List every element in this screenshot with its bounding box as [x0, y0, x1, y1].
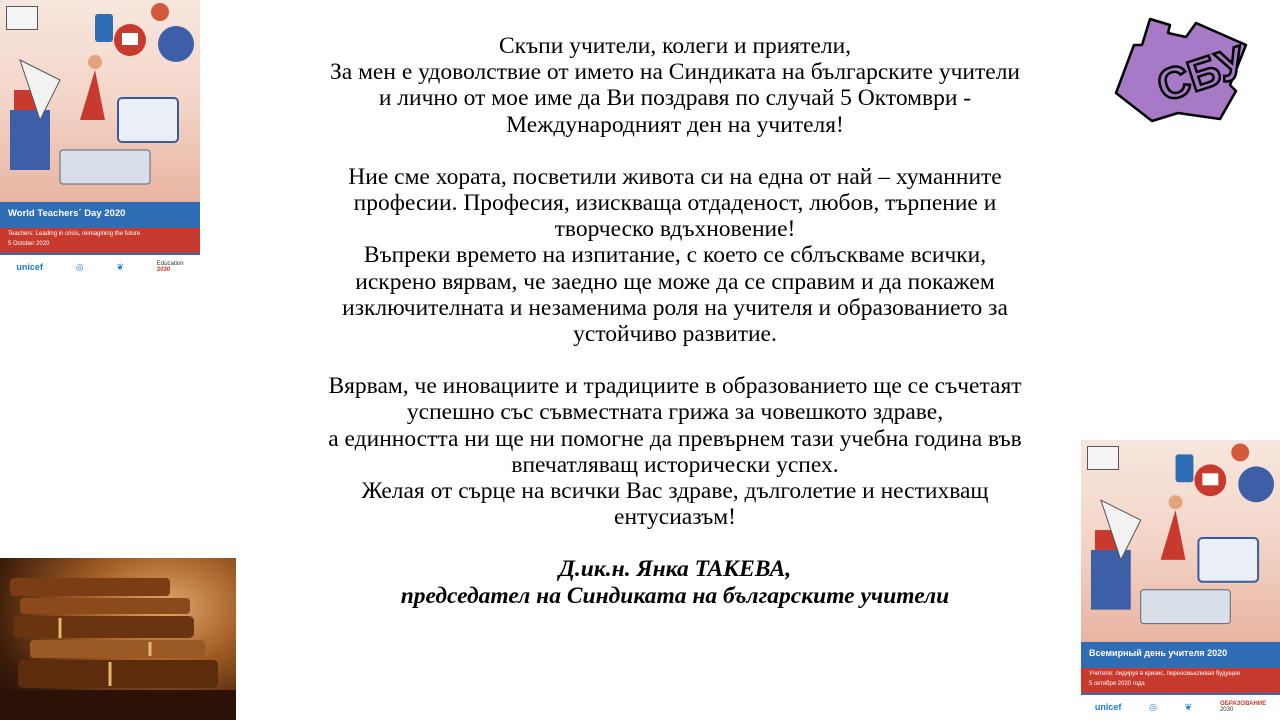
signature-title: председател на Синдиката на българските учители — [400, 582, 950, 609]
letter-line: а единността ни ще ни помогне да превърнем тази учебна година във — [328, 425, 1022, 452]
poster-footer — [1081, 695, 1280, 720]
ei-logo-icon: ❦ — [116, 261, 125, 272]
poster-title: Всемирный день учителя 2020 — [1089, 647, 1228, 658]
letter-line: впечатляващ исторически успех. — [511, 451, 839, 478]
books-stack-icon — [0, 558, 236, 720]
education-2030-logo: ОБРАЗОВАНИЕ 2030 — [1219, 701, 1267, 714]
sbu-union-logo-icon — [1112, 15, 1252, 127]
ilo-logo-icon: ◎ — [1149, 701, 1157, 712]
letter-line: Вярвам, че иновациите и традициите в образованието ще се съчетаят — [328, 373, 1022, 400]
teachers-illustration-icon — [1081, 440, 1280, 642]
poster-subtitle: Teachers: Leading in crisis, reimagining the future — [8, 231, 141, 238]
letter-line: професии. Професия, изискваща отдаденост, любов, търпение и — [353, 190, 997, 217]
letter-line: и лично от мое име да Ви поздравя по случай 5 Октомври - — [378, 85, 972, 112]
letter-line: ентусиазъм! — [614, 504, 736, 531]
old-books-photo — [0, 558, 236, 720]
poster-date: 5 October 2020 — [8, 241, 50, 248]
letter-line: Въпреки времето на изпитание, с което се сблъскваме всички, — [363, 242, 987, 269]
education-2030-logo: Education 2030 — [156, 261, 184, 274]
teachers-illustration-icon — [0, 0, 200, 202]
poster-title: World Teachers´ Day 2020 — [8, 207, 126, 219]
poster-subtitle-band — [0, 228, 200, 253]
letter-line: творческо вдъхновение! — [554, 216, 796, 243]
signature-name: Д.ик.н. Янка ТАКЕВА, — [558, 556, 792, 583]
letter-line: изключителната и незаменима роля на учителя и образованието за — [342, 294, 1008, 321]
letter-line: Международният ден на учителя! — [506, 111, 844, 138]
world-teachers-day-poster-ru — [1081, 440, 1280, 720]
poster-footer — [0, 255, 200, 280]
logo-letters: СБУ — [1151, 37, 1252, 112]
letter-line: искрено вярвам, че заедно ще може да се справим и да покажем — [355, 268, 995, 295]
letter-line: Желая от сърце на всички Вас здраве, дълголетие и нестихващ — [361, 478, 989, 505]
letter-line: Скъпи учители, колеги и приятели, — [498, 33, 852, 59]
letter-line: Ние сме хората, посветили живота си на една от най – хуманните — [348, 163, 1002, 190]
ilo-logo-icon: ◎ — [75, 261, 84, 272]
poster-subtitle-band — [1081, 668, 1280, 693]
letter-line: успешно със съвместната грижа за човешкото здраве, — [406, 399, 944, 426]
unicef-logo: unicef — [16, 262, 43, 273]
ei-logo-icon: ❦ — [1184, 701, 1193, 712]
letter-line: устойчиво развитие. — [573, 321, 777, 348]
poster-subtitle: Учителя: лидируя в кризис, переосмысливая будущее — [1089, 671, 1241, 678]
letter-line: За мен е удоволствие от името на Синдиката на българските учители — [329, 59, 1021, 86]
unicef-logo: unicef — [1094, 702, 1122, 713]
greeting-letter — [210, 33, 1140, 609]
world-teachers-day-poster-en — [0, 0, 200, 280]
poster-date: 5 октября 2020 года — [1089, 681, 1145, 688]
